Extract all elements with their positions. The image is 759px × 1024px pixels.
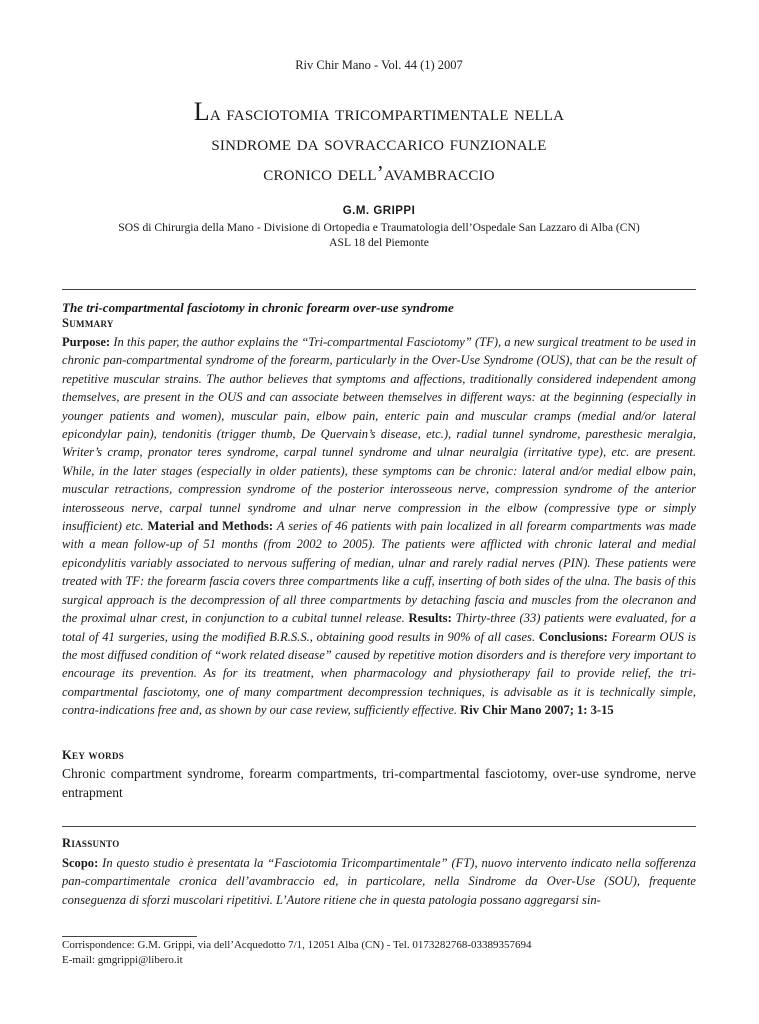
summary-heading: Summary xyxy=(62,316,114,330)
footnote-divider xyxy=(62,936,197,937)
affiliation xyxy=(62,220,696,250)
riassunto-body xyxy=(62,854,696,909)
article-title xyxy=(62,97,696,188)
title-line-1-rest: a fasciotomia tricompartimentale nella xyxy=(209,101,565,125)
email: E-mail: gmgrippi@libero.it xyxy=(62,953,183,966)
page xyxy=(62,0,696,1024)
journal-header: Riv Chir Mano - Vol. 44 (1) 2007 xyxy=(295,58,463,72)
affiliation-line-2: ASL 18 del Piemonte xyxy=(329,236,429,249)
title-line-2: sindrome da sovraccarico funzionale xyxy=(211,131,547,155)
title-first-letter: L xyxy=(193,97,210,126)
scopo-label: Scopo: xyxy=(62,856,99,870)
methods-label: Material and Methods: xyxy=(147,519,273,534)
title-line-1 xyxy=(62,97,696,128)
citation: Riv Chir Mano 2007; 1: 3-15 xyxy=(460,703,614,718)
riassunto-heading: Riassunto xyxy=(62,836,120,850)
author: G.M. GRIPPI xyxy=(342,205,416,217)
correspondence: Corrispondence: G.M. Grippi, via dell’Acquedotto 7/1, 12051 Alba (CN) - Tel. 0173282768-03389357694 xyxy=(62,939,532,951)
footnote xyxy=(62,938,696,967)
purpose-text: In this paper, the author explains the “Tri-compartmental Fasciotomy” (TF), a new surgical treatment to be used in chronic pan-compartmental syndrome of the forearm, particularly in the Over-Use Syndrome (OUS), that can be the result of repetitive muscular strains. The author believes that symptoms and affections, traditionally considered independent among themselves, are present in the OUS and can associate between themselves in different ways: at the beginning (especially in younger patients and women), muscular pain, elbow pain, enteric pain and muscular cramps (medial and/or lateral epicondylar pain), tendonitis (trigger thumb, De Quervain’s disease, etc.), radial tunnel syndrome, paresthesic meralgia, Writer’s cramp, pronator teres syndrome, carpal tunnel syndrome and ulnar neuralgia (irritative type), etc. are present. While, in the later stages (especially in older patients), these symptoms can be chronic: lateral and/or medial elbow pain, muscular retractions, compression syndrome of the posterior interosseous nerve, compression syndrome of the anterior interosseous nerve, carpal tunnel syndrome and ulnar nerve compression in the elbow (compressive type or simply insufficient) etc. xyxy=(62,335,696,534)
conclusions-label: Conclusions: xyxy=(538,629,608,644)
scopo-text: In questo studio è presentata la “Fasciotomia Tricompartimentale” (FT), nuovo intervento indicato nella sofferenza pan-compartimentale cronica dell’avambraccio ed, in particolare, nella Sindrome da Over-Use (SOU), frequente conseguenza di sforzi muscolari ripetitivi. L’Autore ritiene che in questa patologia possano aggregarsi sin- xyxy=(62,856,696,907)
english-title: The tri-compartmental fasciotomy in chronic forearm over-use syndrome xyxy=(62,300,454,315)
purpose-label: Purpose: xyxy=(62,335,111,349)
summary-body xyxy=(62,333,696,720)
methods-text: A series of 46 patients with pain localized in all forearm compartments was made with a mean follow-up of 51 months (from 2002 to 2005). The patients were afflicted with chronic lateral and medial epicondylitis variably associated to nervous suffering of median, ulnar and rarely radial nerves (PIN). These patients were treated with TF: the forearm fascia covers three compartments like a cuff, inserting of both sides of the ulna. The basis of this surgical approach is the decompression of all three compartments by detaching fascia and muscles from the olecranon and the proximal ulnar crest, in conjunction to a cubital tunnel release. xyxy=(62,519,697,626)
keywords-text: Chronic compartment syndrome, forearm compartments, tri-compartmental fasciotomy, over-use syndrome, nerve entrapment xyxy=(62,766,696,800)
divider-middle xyxy=(62,826,696,827)
results-text: Thirty-three (33) patients were evaluated, for a total of 41 surgeries, using the modified B.R.S.S., obtaining good results in 90% of all cases. xyxy=(62,611,697,644)
affiliation-line-1: SOS di Chirurgia della Mano - Divisione di Ortopedia e Traumatologia dell’Ospedale San Lazzaro di Alba (CN) xyxy=(118,221,640,234)
title-line-3: cronico dell’avambraccio xyxy=(263,161,495,185)
divider-top xyxy=(62,289,696,290)
keywords-heading: Key words xyxy=(62,748,125,762)
conclusions-text: Forearm OUS is the most diffused condition of “work related disease” caused by repetitive motion disorders and is therefore very important to encourage its prevention. As for its treatment, when pharmacology and physiotherapy fail to provide relief, the tri-compartmental fasciotomy, one of many compartment decompression techniques, is advisable as it is technically simple, contra-indications free and, as shown by our case review, sufficiently effective. xyxy=(62,629,696,718)
results-label: Results: xyxy=(408,611,452,626)
